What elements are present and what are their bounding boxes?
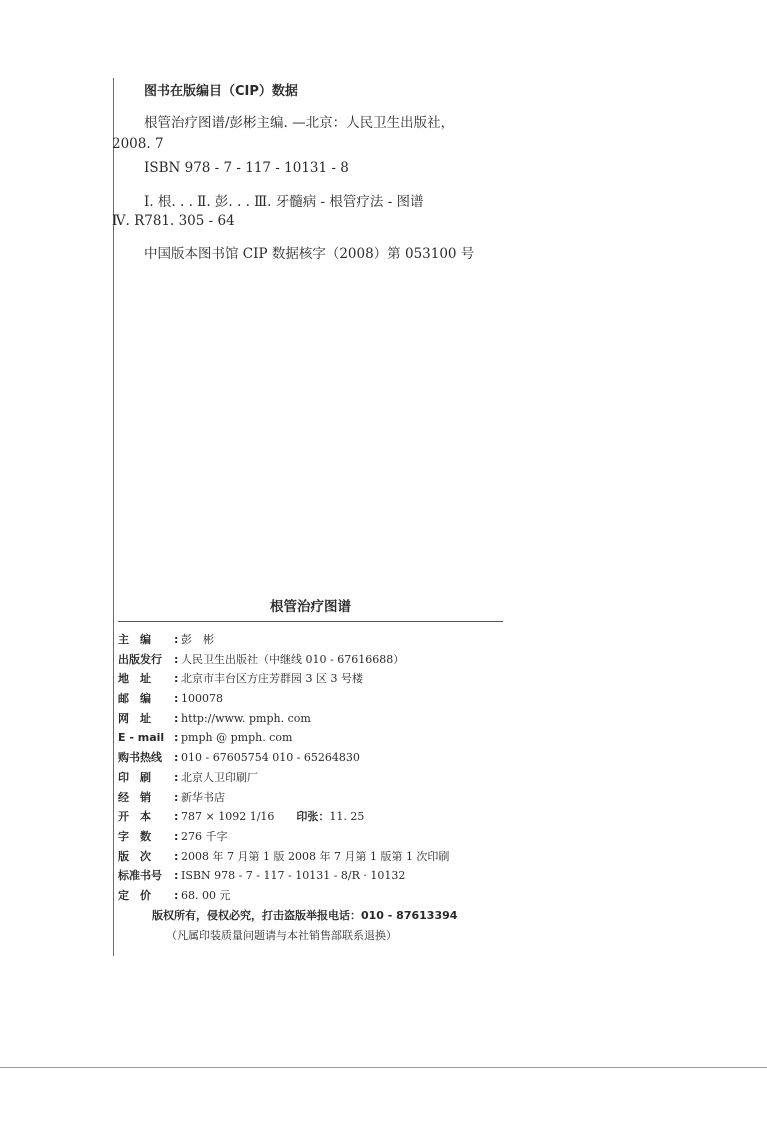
- row-value: ISBN 978 - 7 - 117 - 10131 - 8/R · 10132: [181, 869, 406, 883]
- colophon-row-edition: 版 次 : 2008 年 7 月第 1 版 2008 年 7 月第 1 版第 1 次印刷: [118, 847, 503, 867]
- colophon-row-postcode: 邮 编 : 100078: [118, 689, 503, 709]
- row-label: 网 址: [118, 711, 151, 725]
- title-divider: [118, 621, 503, 622]
- row-label: 版 次: [118, 849, 151, 863]
- sheets-value: 11. 25: [329, 810, 365, 824]
- cip-line-subjects: Ⅰ. 根. . . Ⅱ. 彭. . . Ⅲ. 牙髓病 - 根管疗法 - 图谱: [144, 194, 424, 210]
- colophon-row-email: E - mail : pmph @ pmph. com: [118, 728, 503, 748]
- colophon-row-format: 开 本 : 787 × 1092 1/16 印张： 11. 25: [118, 807, 503, 827]
- row-label: 地 址: [118, 672, 151, 686]
- row-label: 邮 编: [118, 692, 151, 706]
- book-title: 根管治疗图谱: [270, 599, 351, 615]
- sheets-label: 印张：: [296, 810, 330, 824]
- row-label: 印 刷: [118, 770, 151, 784]
- cip-line-isbn: ISBN 978 - 7 - 117 - 10131 - 8: [144, 160, 349, 176]
- row-value: 彭 彬: [181, 633, 214, 646]
- row-label: E - mail: [118, 731, 165, 745]
- colophon-row-word-count: 字 数 : 276 千字: [118, 827, 503, 847]
- copyright-notice: 版权所有，侵权必究，打击盗版举报电话：010 - 87613394: [152, 908, 458, 922]
- colophon-row-website: 网 址 : http://www. pmph. com: [118, 709, 503, 729]
- cip-line-date: 2008. 7: [112, 136, 164, 152]
- colophon-row-publisher: 出版发行 : 人民卫生出版社（中继线 010 - 67616688）: [118, 650, 503, 670]
- row-label: 主 编: [118, 633, 151, 646]
- page-bottom-edge: [0, 1067, 767, 1068]
- colophon-row-price: 定 价 : 68. 00 元: [118, 886, 503, 906]
- colophon-row-address: 地 址 : 北京市丰台区方庄芳群园 3 区 3 号楼: [118, 669, 503, 689]
- row-value: 787 × 1092 1/16: [181, 810, 275, 824]
- row-label: 标准书号: [118, 869, 162, 883]
- colophon-row-isbn: 标准书号 : ISBN 978 - 7 - 117 - 10131 - 8/R · 10132: [118, 866, 503, 886]
- colophon-row-distributor: 经 销 : 新华书店: [118, 788, 503, 808]
- row-value: 2008 年 7 月第 1 版 2008 年 7 月第 1 版第 1 次印刷: [181, 849, 450, 863]
- row-value: 北京市丰台区方庄芳群园 3 区 3 号楼: [181, 672, 363, 686]
- cip-line-classification: Ⅳ. R781. 305 - 64: [112, 213, 235, 229]
- row-label: 字 数: [118, 829, 151, 843]
- row-value: pmph @ pmph. com: [181, 731, 293, 745]
- row-value: 276 千字: [181, 829, 228, 843]
- row-label: 购书热线: [118, 751, 162, 765]
- margin-rule: [113, 78, 114, 956]
- row-label: 经 销: [118, 790, 151, 804]
- return-policy-note: （凡属印装质量问题请与本社销售部联系退换）: [166, 928, 397, 942]
- row-value: 010 - 67605754 010 - 65264830: [181, 751, 360, 765]
- row-value: http://www. pmph. com: [181, 711, 311, 725]
- row-value: 新华书店: [181, 790, 225, 804]
- colophon-row-editor: 主 编 : 彭 彬: [118, 630, 503, 650]
- colophon-row-hotline: 购书热线 : 010 - 67605754 010 - 65264830: [118, 748, 503, 768]
- cip-line-record-number: 中国版本图书馆 CIP 数据核字（2008）第 053100 号: [144, 246, 475, 262]
- row-label: 定 价: [118, 888, 151, 902]
- row-label: 出版发行: [118, 652, 162, 666]
- colophon: [118, 597, 503, 946]
- row-value: 北京人卫印刷厂: [181, 770, 258, 784]
- row-value: 人民卫生出版社（中继线 010 - 67616688）: [181, 652, 405, 666]
- row-value: 100078: [181, 692, 223, 706]
- colophon-row-printer: 印 刷 : 北京人卫印刷厂: [118, 768, 503, 788]
- cip-heading: 图书在版编目（CIP）数据: [144, 84, 298, 99]
- cip-line-title: 根管治疗图谱/彭彬主编. —北京：人民卫生出版社，: [144, 115, 455, 131]
- row-label: 开 本: [118, 810, 151, 824]
- row-value: 68. 00 元: [181, 888, 231, 902]
